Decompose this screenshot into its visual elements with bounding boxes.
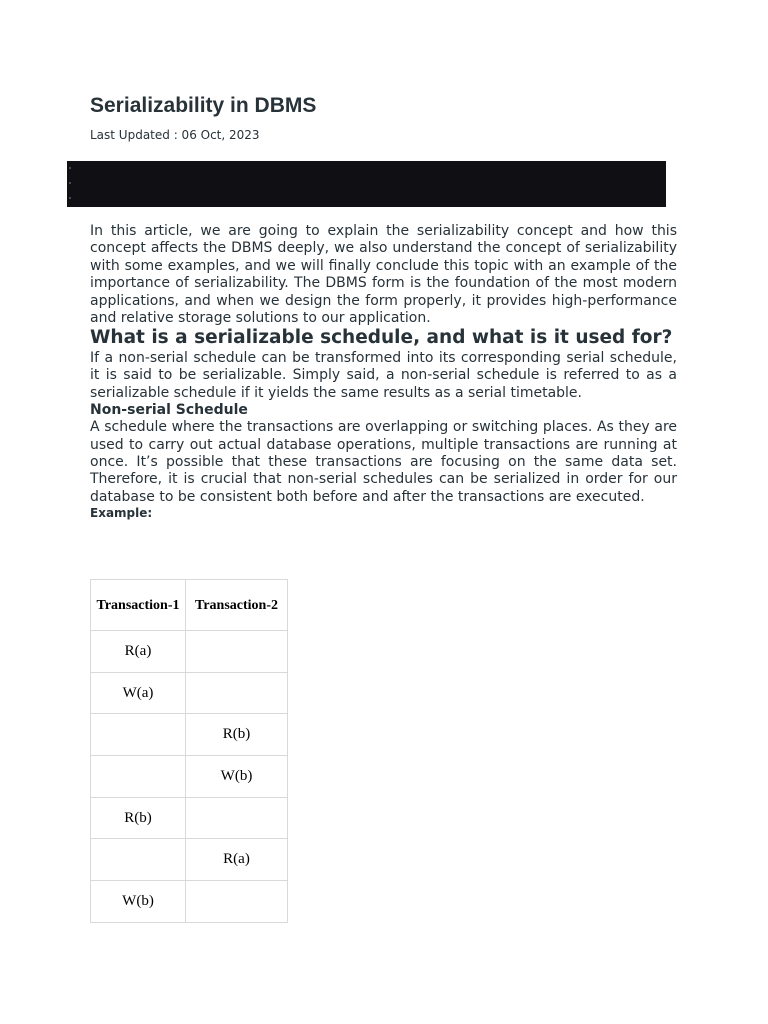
intro-paragraph: In this article, we are going to explain the serializability concept and how this concept affects the DBMS deeply, we also understand the concept of serializability with some examples, and we will finally conclude this topic with an example of the importance of serializability. The DBMS form is the foundation of the most modern applications, and when we design the form properly, it provides high-performance and relative storage solutions to our application. (90, 223, 677, 327)
schedule-table (90, 579, 288, 923)
table-row (91, 797, 288, 839)
section-heading-non-serial-schedule: Non-serial Schedule (90, 402, 248, 419)
article-body (90, 223, 677, 520)
table-cell (186, 672, 288, 714)
table-cell: R(a) (91, 631, 186, 673)
table-cell: R(a) (186, 839, 288, 881)
table-cell (186, 881, 288, 923)
table-row (91, 631, 288, 673)
table-row (91, 672, 288, 714)
banner-dot (69, 197, 71, 199)
section-heading-serializable-schedule: What is a serializable schedule, and what is it used for? (90, 327, 673, 349)
table-cell (91, 839, 186, 881)
table-cell (91, 756, 186, 798)
page-title: Serializability in DBMS (90, 94, 317, 117)
table-cell (186, 631, 288, 673)
example-label: Example: (90, 506, 153, 521)
non-serial-schedule-paragraph: A schedule where the transactions are overlapping or switching places. As they are used to carry out actual database operations, multiple transactions are running at once. It’s possible that these transactions are focusing on the same data set. Therefore, it is crucial that non-serial schedules can be serialized in order for our database to be consistent both before and after the transactions are executed. (90, 419, 677, 505)
table-cell: W(a) (91, 672, 186, 714)
last-updated-date: Last Updated : 06 Oct, 2023 (90, 128, 260, 142)
table-cell: W(b) (91, 881, 186, 923)
table-row (91, 714, 288, 756)
table-row (91, 756, 288, 798)
serializable-schedule-paragraph: If a non-serial schedule can be transformed into its corresponding serial schedule, it is said to be serializable. Simply said, a non-serial schedule is referred to as a serializable schedule if it yields the same results as a serial timetable. (90, 349, 677, 401)
table-cell: W(b) (186, 756, 288, 798)
column-header-transaction-1: Transaction-1 (91, 580, 186, 631)
table-row (91, 881, 288, 923)
table-cell: R(b) (186, 714, 288, 756)
table-cell: R(b) (91, 797, 186, 839)
embedded-media-banner[interactable] (67, 161, 666, 207)
banner-dot (69, 182, 71, 184)
table-cell (91, 714, 186, 756)
banner-dot (69, 167, 71, 169)
table-row (91, 839, 288, 881)
table-header-row (91, 580, 288, 631)
table-cell (186, 797, 288, 839)
column-header-transaction-2: Transaction-2 (186, 580, 288, 631)
